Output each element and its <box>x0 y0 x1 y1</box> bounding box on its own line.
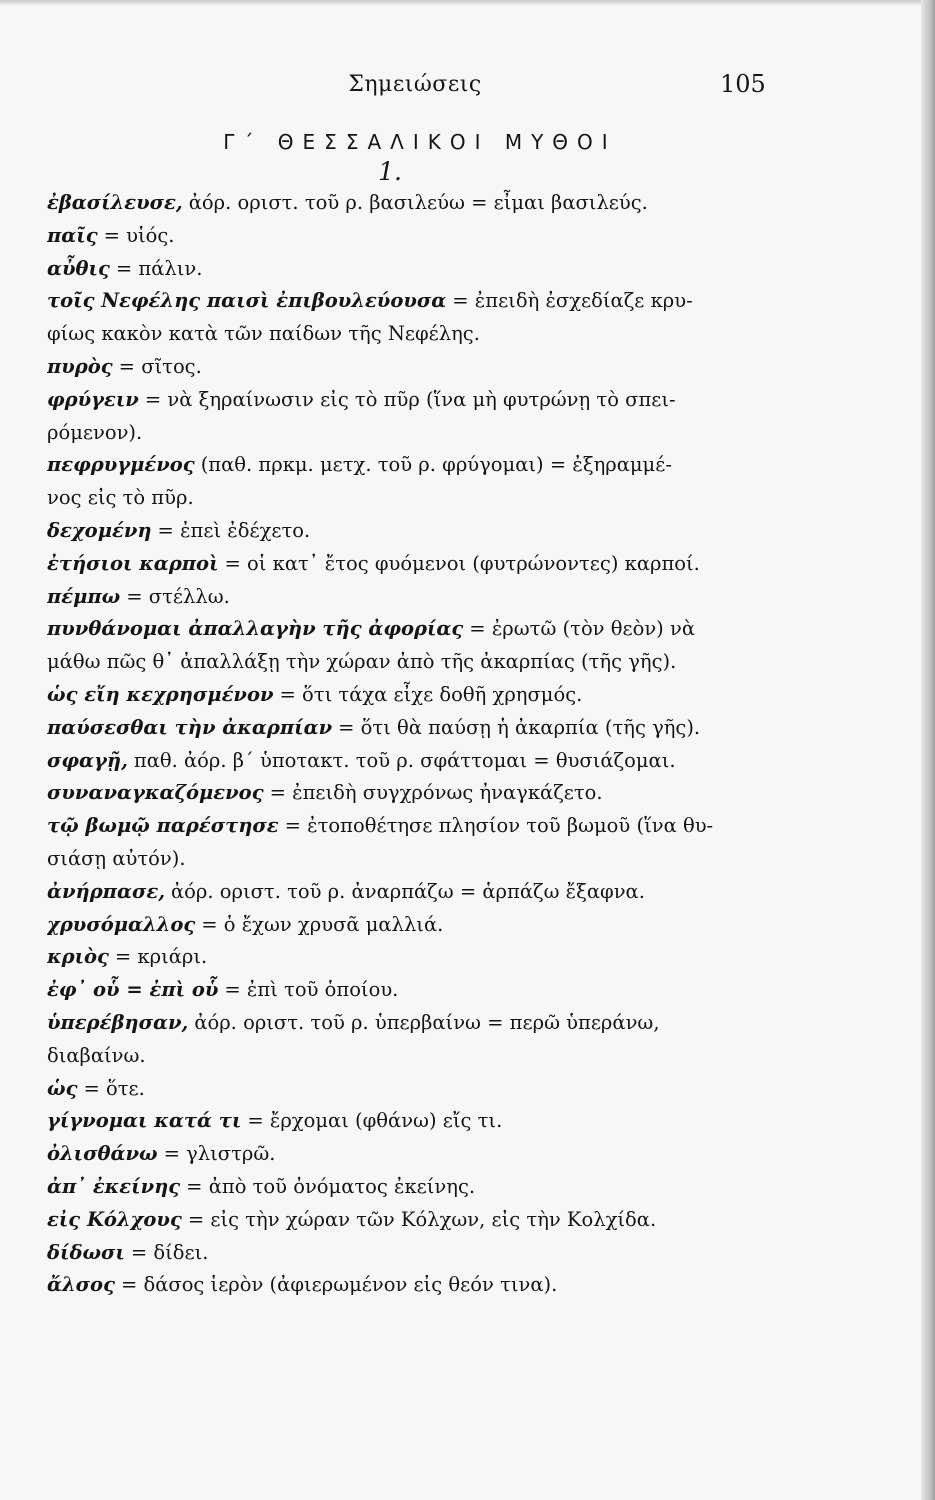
entry-line <box>47 810 792 843</box>
glossary-entry <box>47 1105 792 1138</box>
entry-line <box>47 220 792 253</box>
section-number: 1. <box>378 157 402 186</box>
entry-line <box>47 515 792 548</box>
entry-line <box>47 187 792 220</box>
entry-term: ἐτήσιοι καρποὶ <box>47 551 219 575</box>
entry-term: παύσεσθαι τὴν ἀκαρπίαν <box>47 715 333 739</box>
entry-term: πυρὸς <box>47 354 113 378</box>
entry-line <box>47 351 792 384</box>
entry-line <box>47 1105 792 1138</box>
entry-term: ἀνήρπασε, <box>47 879 165 903</box>
glossary-entry <box>47 253 792 286</box>
entry-term: ἄλσος <box>47 1273 115 1297</box>
entry-term: πεφρυγμένος <box>47 453 195 477</box>
entry-term: γίγνομαι κατά τι <box>47 1109 242 1133</box>
glossary-entry <box>47 220 792 253</box>
entry-line <box>47 941 792 974</box>
entry-term: φρύγειν <box>47 387 139 411</box>
entry-line <box>47 745 792 778</box>
entry-term: ὡς <box>47 1076 78 1100</box>
page-top-shadow <box>0 0 935 6</box>
entry-definition: = ὅτι τάχα εἶχε δοθῆ χρησμός. <box>279 682 583 706</box>
entry-definition: παθ. ἀόρ. β΄ ὑποτακτ. τοῦ ρ. σφάττομαι = θυσιάζομαι. <box>133 748 676 772</box>
entry-continuation: σιάσῃ αὐτόν). <box>47 846 186 870</box>
entry-term: αὖθις <box>47 256 110 280</box>
entry-line <box>47 1007 792 1040</box>
glossary-entry <box>47 187 792 220</box>
glossary-entry <box>47 810 792 876</box>
entry-line <box>47 285 792 318</box>
entry-definition: = δίδει. <box>130 1240 209 1264</box>
page-edge-shadow <box>921 0 935 1500</box>
entry-definition: = οἱ κατ᾽ ἔτος φυόμενοι (φυτρώνοντες) καρποί. <box>224 551 700 575</box>
entry-term: σφαγῇ, <box>47 748 128 772</box>
entry-term: τῷ βωμῷ παρέστησε <box>47 814 279 838</box>
glossary-entry <box>47 1204 792 1237</box>
entry-term: ἐβασίλευσε, <box>47 191 183 214</box>
glossary-entry <box>47 974 792 1007</box>
entry-line <box>47 449 792 482</box>
glossary-entry <box>47 581 792 614</box>
glossary-entry <box>47 679 792 712</box>
entry-term: ὑπερέβησαν, <box>47 1010 189 1034</box>
entry-definition: = υἱός. <box>103 223 175 247</box>
glossary-entry <box>47 548 792 581</box>
entry-definition: = ὅτε. <box>83 1076 145 1100</box>
entry-term: ἐφ᾽ οὗ = ἐπὶ οὗ <box>47 978 219 1002</box>
entry-definition: ἀόρ. οριστ. τοῦ ρ. ὑπερβαίνω = περῶ ὑπεράνω, <box>194 1010 660 1034</box>
entry-definition: = δάσος ἱερὸν (ἀφιερωμένον εἰς θεόν τινα). <box>120 1273 558 1297</box>
entry-term: συναναγκαζόμενος <box>47 781 264 805</box>
section-title: Γ΄ ΘΕΣΣΑΛΙΚΟΙ ΜΥΘΟΙ <box>223 130 617 154</box>
entry-continuation: μάθω πῶς θ᾽ ἀπαλλάξῃ τὴν χώραν ἀπὸ τῆς ἀκαρπίας (τῆς γῆς). <box>47 650 677 674</box>
glossary-entry <box>47 449 792 515</box>
entry-line <box>47 1204 792 1237</box>
entry-term: πέμπω <box>47 584 121 608</box>
entry-definition: = πάλιν. <box>115 256 203 280</box>
glossary-entry <box>47 745 792 778</box>
entry-line <box>47 548 792 581</box>
entry-definition: = ὁ ἔχων χρυσᾶ μαλλιά. <box>201 912 444 936</box>
entry-definition: = ἐπεὶ ἐδέχετο. <box>157 518 311 542</box>
glossary-entry <box>47 1007 792 1073</box>
glossary <box>47 187 792 1302</box>
entry-definition: (παθ. πρκμ. μετχ. τοῦ ρ. φρύγομαι) = ἐξηραμμέ- <box>200 453 672 477</box>
entry-term: ἀπ᾽ ἐκείνης <box>47 1174 181 1198</box>
entry-definition: = γλιστρῶ. <box>163 1142 276 1166</box>
glossary-entry <box>47 515 792 548</box>
glossary-entry <box>47 1269 792 1302</box>
entry-line <box>47 1171 792 1204</box>
entry-definition: = ἐτοποθέτησε πλησίον τοῦ βωμοῦ (ἵνα θυ- <box>284 814 714 838</box>
entry-term: χρυσόμαλλος <box>47 912 196 936</box>
entry-definition: = κριάρι. <box>114 945 208 969</box>
entry-term: εἰς Κόλχους <box>47 1207 182 1231</box>
entry-definition: = ἀπὸ τοῦ ὀνόματος ἐκείνης. <box>186 1174 476 1198</box>
entry-line <box>47 1237 792 1270</box>
entry-continuation: ρόμενον). <box>47 420 143 444</box>
glossary-entry <box>47 351 792 384</box>
glossary-entry <box>47 876 792 909</box>
entry-definition: = νὰ ξηραίνωσιν εἰς τὸ πῦρ (ἵνα μὴ φυτρώνῃ τὸ σπει- <box>144 387 676 411</box>
entry-term: ὡς εἴη κεχρησμένον <box>47 682 274 706</box>
entry-term: ὀλισθάνω <box>47 1142 158 1166</box>
entry-line <box>47 1138 792 1171</box>
entry-line <box>47 876 792 909</box>
entry-definition: = ἐρωτῶ (τὸν θεὸν) νὰ <box>469 617 696 641</box>
entry-line <box>47 613 792 646</box>
entry-line <box>47 384 792 417</box>
entry-line <box>47 679 792 712</box>
glossary-entry <box>47 1237 792 1270</box>
entry-line <box>47 1073 792 1106</box>
glossary-entry <box>47 613 792 679</box>
entry-line <box>47 712 792 745</box>
running-title: Σημειώσεις <box>348 72 482 97</box>
entry-line <box>47 581 792 614</box>
page-number: 105 <box>720 70 766 98</box>
entry-line <box>47 777 792 810</box>
entry-definition: = ἐπειδὴ συγχρόνως ἠναγκάζετο. <box>269 781 603 805</box>
entry-term: κριὸς <box>47 945 109 969</box>
entry-continuation: διαβαίνω. <box>47 1043 146 1067</box>
entry-term: δεχομένη <box>47 518 152 542</box>
entry-line <box>47 253 792 286</box>
glossary-entry <box>47 1171 792 1204</box>
entry-line <box>47 1269 792 1302</box>
entry-term: πυνθάνομαι ἀπαλλαγὴν τῆς ἀφορίας <box>47 617 464 641</box>
glossary-entry <box>47 941 792 974</box>
entry-line <box>47 974 792 1007</box>
entry-definition: = στέλλω. <box>126 584 230 608</box>
entry-term: δίδωσι <box>47 1240 125 1264</box>
entry-definition: = ἔρχομαι (φθάνω) εἴς τι. <box>247 1109 503 1133</box>
entry-definition: = ἐπὶ τοῦ ὁποίου. <box>224 978 399 1002</box>
glossary-entry <box>47 1138 792 1171</box>
entry-definition: ἀόρ. οριστ. τοῦ ρ. ἀναρπάζω = ἁρπάζω ἔξαφνα. <box>170 879 645 903</box>
entry-term: τοῖς Νεφέλης παισὶ ἐπιβουλεύουσα <box>47 289 447 313</box>
glossary-entry <box>47 384 792 450</box>
entry-definition: = ἐπειδὴ ἐσχεδίαζε κρυ- <box>452 289 693 313</box>
glossary-entry <box>47 909 792 942</box>
entry-continuation: φίως κακὸν κατὰ τῶν παίδων τῆς Νεφέλης. <box>47 322 480 346</box>
entry-line <box>47 909 792 942</box>
entry-definition: = εἰς τὴν χώραν τῶν Κόλχων, εἰς τὴν Κολχίδα. <box>187 1207 657 1231</box>
entry-term: παῖς <box>47 223 98 247</box>
entry-continuation: νος εἰς τὸ πῦρ. <box>47 486 194 510</box>
entry-definition: = σῖτος. <box>118 354 202 378</box>
glossary-entry <box>47 777 792 810</box>
glossary-entry <box>47 712 792 745</box>
glossary-entry <box>47 285 792 351</box>
entry-definition: = ὅτι θὰ παύσῃ ἡ ἀκαρπία (τῆς γῆς). <box>338 715 701 739</box>
glossary-entry <box>47 1073 792 1106</box>
entry-definition: ἀόρ. οριστ. τοῦ ρ. βασιλεύω = εἶμαι βασιλεύς. <box>188 191 648 214</box>
